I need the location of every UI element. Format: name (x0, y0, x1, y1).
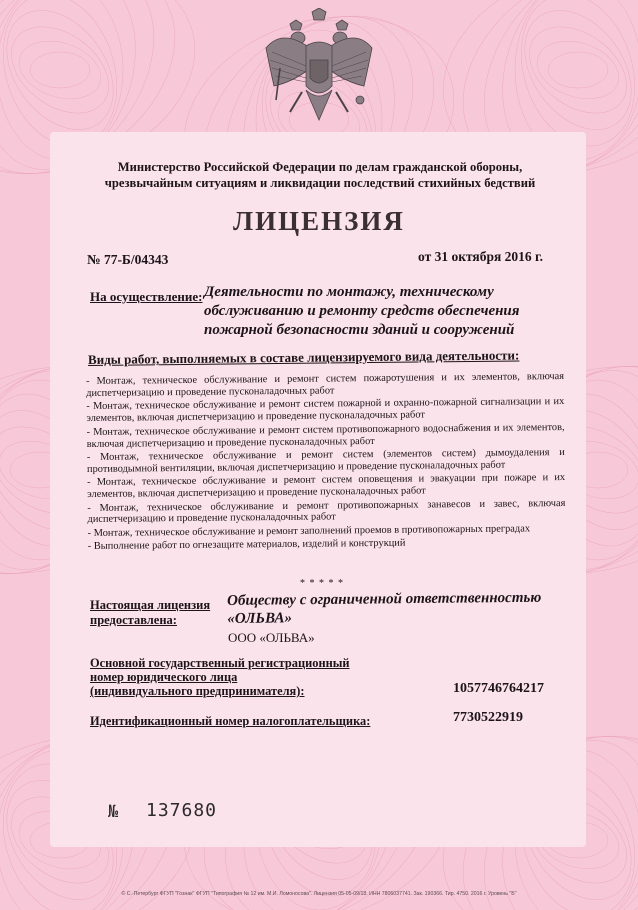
guilloche-ring (503, 0, 638, 150)
work-item: - Монтаж, техническое обслуживание и ремонт систем противопожарного водоснабжения и их элементов, включая диспетчеризацию и проведение пусконаладочных работ (86, 421, 565, 450)
work-item: - Монтаж, техническое обслуживание и ремонт систем пожаротушения и их элементов, включая диспетчеризацию и проведение пусконаладочных работ (86, 370, 565, 399)
guilloche-ring (513, 9, 638, 131)
work-item: - Монтаж, техническое обслуживание и ремонт заполнений проемов в противопожарных преградах (87, 523, 531, 539)
document-title: ЛИЦЕНЗИЯ (233, 206, 405, 236)
licensee-full-name-line-2: «ОЛЬВА» (227, 609, 293, 627)
work-item: - Выполнение работ по огнезащите материалов, изделий и конструкций (87, 537, 406, 553)
ogrn-value: 1057746764217 (453, 681, 544, 696)
double-headed-eagle-icon (262, 8, 376, 132)
licensee-short-name: ООО «ОЛЬВА» (228, 630, 315, 645)
printer-imprint: © С.-Петербург ФГУП "Гознак" ФГУП "Типография № 12 им. М.И. Ломоносова". Лицензия 05-05-09/18. ИНН 7806037741. Зак. 190366. Тир. 4750. 2016 г. Уровень "Б" (121, 891, 517, 897)
licensee-label (90, 598, 220, 628)
ogrn-label-line-3: (индивидуального предпринимателя): (90, 684, 305, 698)
works-list (86, 371, 566, 555)
purpose-text: Деятельности по монтажу, техническому обслуживанию и ремонту средств обеспечения пожарной безопасности зданий и сооружений (204, 284, 520, 338)
work-item: - Монтаж, техническое обслуживание и ремонт противопожарных занавесов и завес, включая диспетчеризацию и проведение пусконаладочных работ (87, 497, 566, 526)
ogrn-label (90, 656, 380, 698)
works-heading: Виды работ, выполняемых в составе лицензируемого вида деятельности: (87, 347, 520, 367)
license-date: от 31 октября 2016 г. (418, 249, 544, 264)
licensee-full-name (227, 590, 557, 628)
issuing-ministry (80, 160, 560, 191)
ministry-line-2: чрезвычайным ситуациям и ликвидации последствий стихийных бедствий (104, 175, 536, 190)
licensee-label-line-2: предоставлена: (90, 613, 177, 627)
blank-number-prefix: № (108, 802, 119, 822)
work-item: - Монтаж, техническое обслуживание и ремонт систем пожарной и охранно-пожарной сигнализации и их элементов, включая диспетчеризацию и проведение пусконаладочных работ (86, 396, 565, 425)
licensee-label-line-1: Настоящая лицензия (90, 598, 211, 612)
guilloche-ring (0, 0, 135, 150)
work-item: - Монтаж, техническое обслуживание и ремонт систем (элементов систем) дымоудаления и противодымной вентиляции, включая диспетчеризацию и проведение пусконаладочных работ (86, 446, 565, 475)
licensee-full-name-line-1: Обществу с ограниченной ответственностью (227, 589, 542, 609)
guilloche-ring (30, 52, 90, 88)
guilloche-ring (0, 9, 125, 131)
work-item: - Монтаж, техническое обслуживание и ремонт систем оповещения и эвакуации при пожаре и их элементов, включая диспетчеризацию и проведение пусконаладочных работ (87, 472, 566, 501)
inn-value: 7730522919 (453, 710, 523, 725)
purpose-label: На осуществление: (90, 289, 203, 304)
ogrn-label-line-2: номер юридического лица (90, 670, 238, 684)
blank-serial-number: 137680 (146, 800, 218, 821)
guilloche-ring (530, 31, 627, 108)
guilloche-ring (12, 31, 109, 108)
guilloche-ring (548, 52, 608, 88)
ministry-line-1: Министерство Российской Федерации по делам гражданской обороны, (117, 160, 523, 174)
ogrn-label-line-1: Основной государственный регистрационный (90, 656, 350, 670)
section-separator: * * * * * (300, 578, 344, 589)
license-number: № 77-Б/04343 (87, 252, 169, 267)
inn-label: Идентификационный номер налогоплательщика: (90, 714, 371, 728)
